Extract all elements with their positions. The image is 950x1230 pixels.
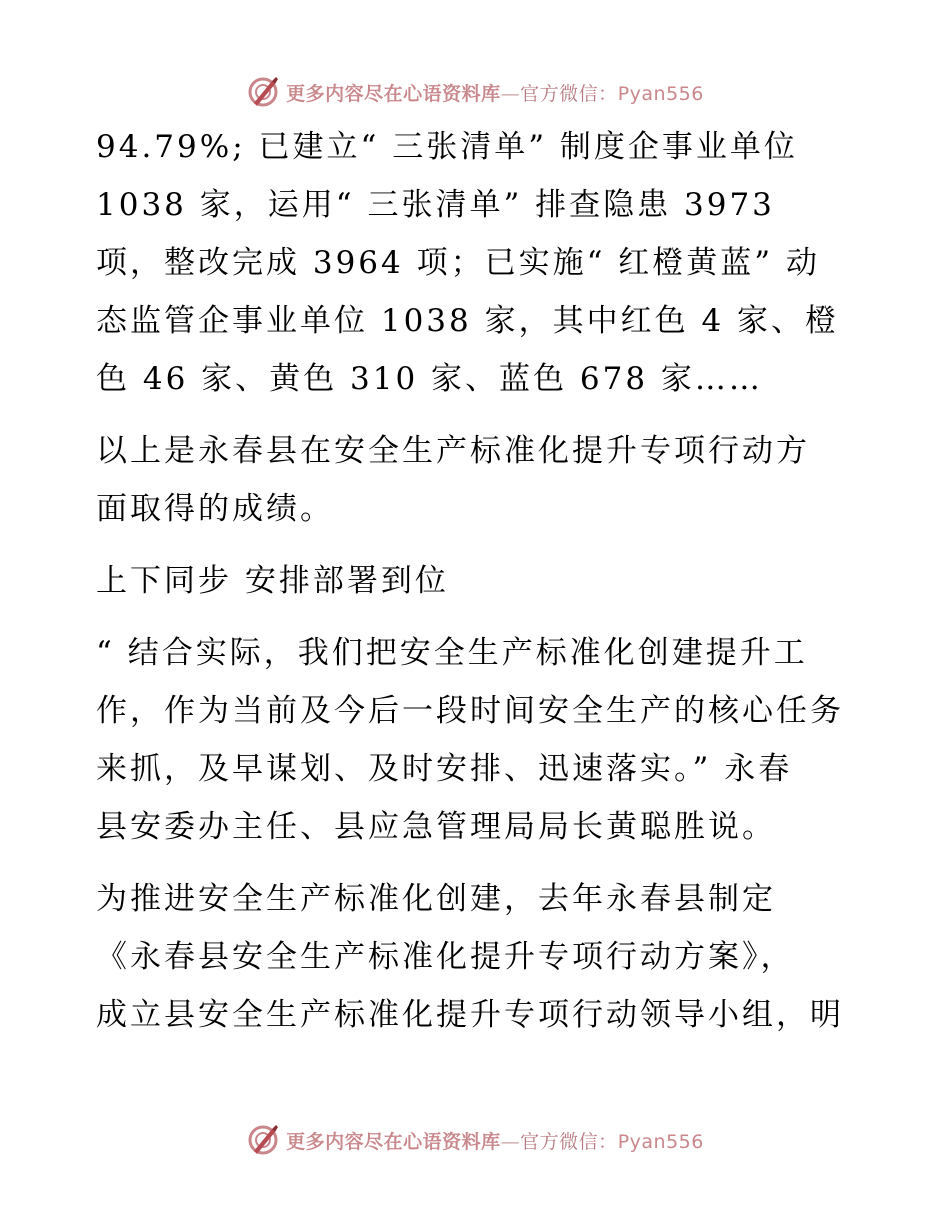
text-line: 以上是永春县在安全生产标准化提升专项行动方 (96, 433, 810, 469)
text-line: 来抓，及早谋划、及时安排、迅速落实。” 永春 (96, 751, 793, 787)
text-line: 成立县安全生产标准化提升专项行动领导小组，明 (96, 997, 844, 1033)
heading-text: 上下同步 安排部署到位 (96, 563, 449, 599)
section-heading (96, 552, 856, 610)
text-line: 94.79%; 已建立“ 三张清单” 制度企事业单位 (96, 129, 798, 165)
text-line: 态监管企事业单位 1038 家，其中红色 4 家、橙 (96, 303, 840, 339)
text-line: “ 结合实际，我们把安全生产标准化创建提升工 (96, 635, 808, 671)
pen-logo-icon (246, 75, 280, 109)
watermark-footer (0, 1120, 950, 1160)
text-line: 县安委办主任、县应急管理局局长黄聪胜说。 (96, 809, 776, 845)
paragraph-quote (96, 624, 856, 856)
text-line: 项，整改完成 3964 项；已实施“ 红橙黄蓝” 动 (96, 245, 821, 281)
document-body (96, 118, 856, 1058)
pen-logo-icon (246, 1123, 280, 1157)
watermark-header (0, 72, 950, 112)
watermark-text: 更多内容尽在心语资料库—官方微信：Pyan556 (286, 1130, 704, 1153)
text-line: 面取得的成绩。 (96, 491, 334, 527)
paragraph-plan (96, 870, 856, 1044)
paragraph-summary (96, 422, 856, 538)
text-line: 《永春县安全生产标准化提升专项行动方案》， (96, 939, 795, 975)
text-line: 作，作为当前及今后一段时间安全生产的核心任务 (96, 693, 844, 729)
text-line: 色 46 家、黄色 310 家、蓝色 678 家…… (96, 361, 763, 397)
watermark-text: 更多内容尽在心语资料库—官方微信：Pyan556 (286, 82, 704, 105)
paragraph-statistics (96, 118, 856, 408)
text-line: 1038 家，运用“ 三张清单” 排查隐患 3973 (96, 187, 775, 223)
text-line: 为推进安全生产标准化创建，去年永春县制定 (96, 881, 776, 917)
